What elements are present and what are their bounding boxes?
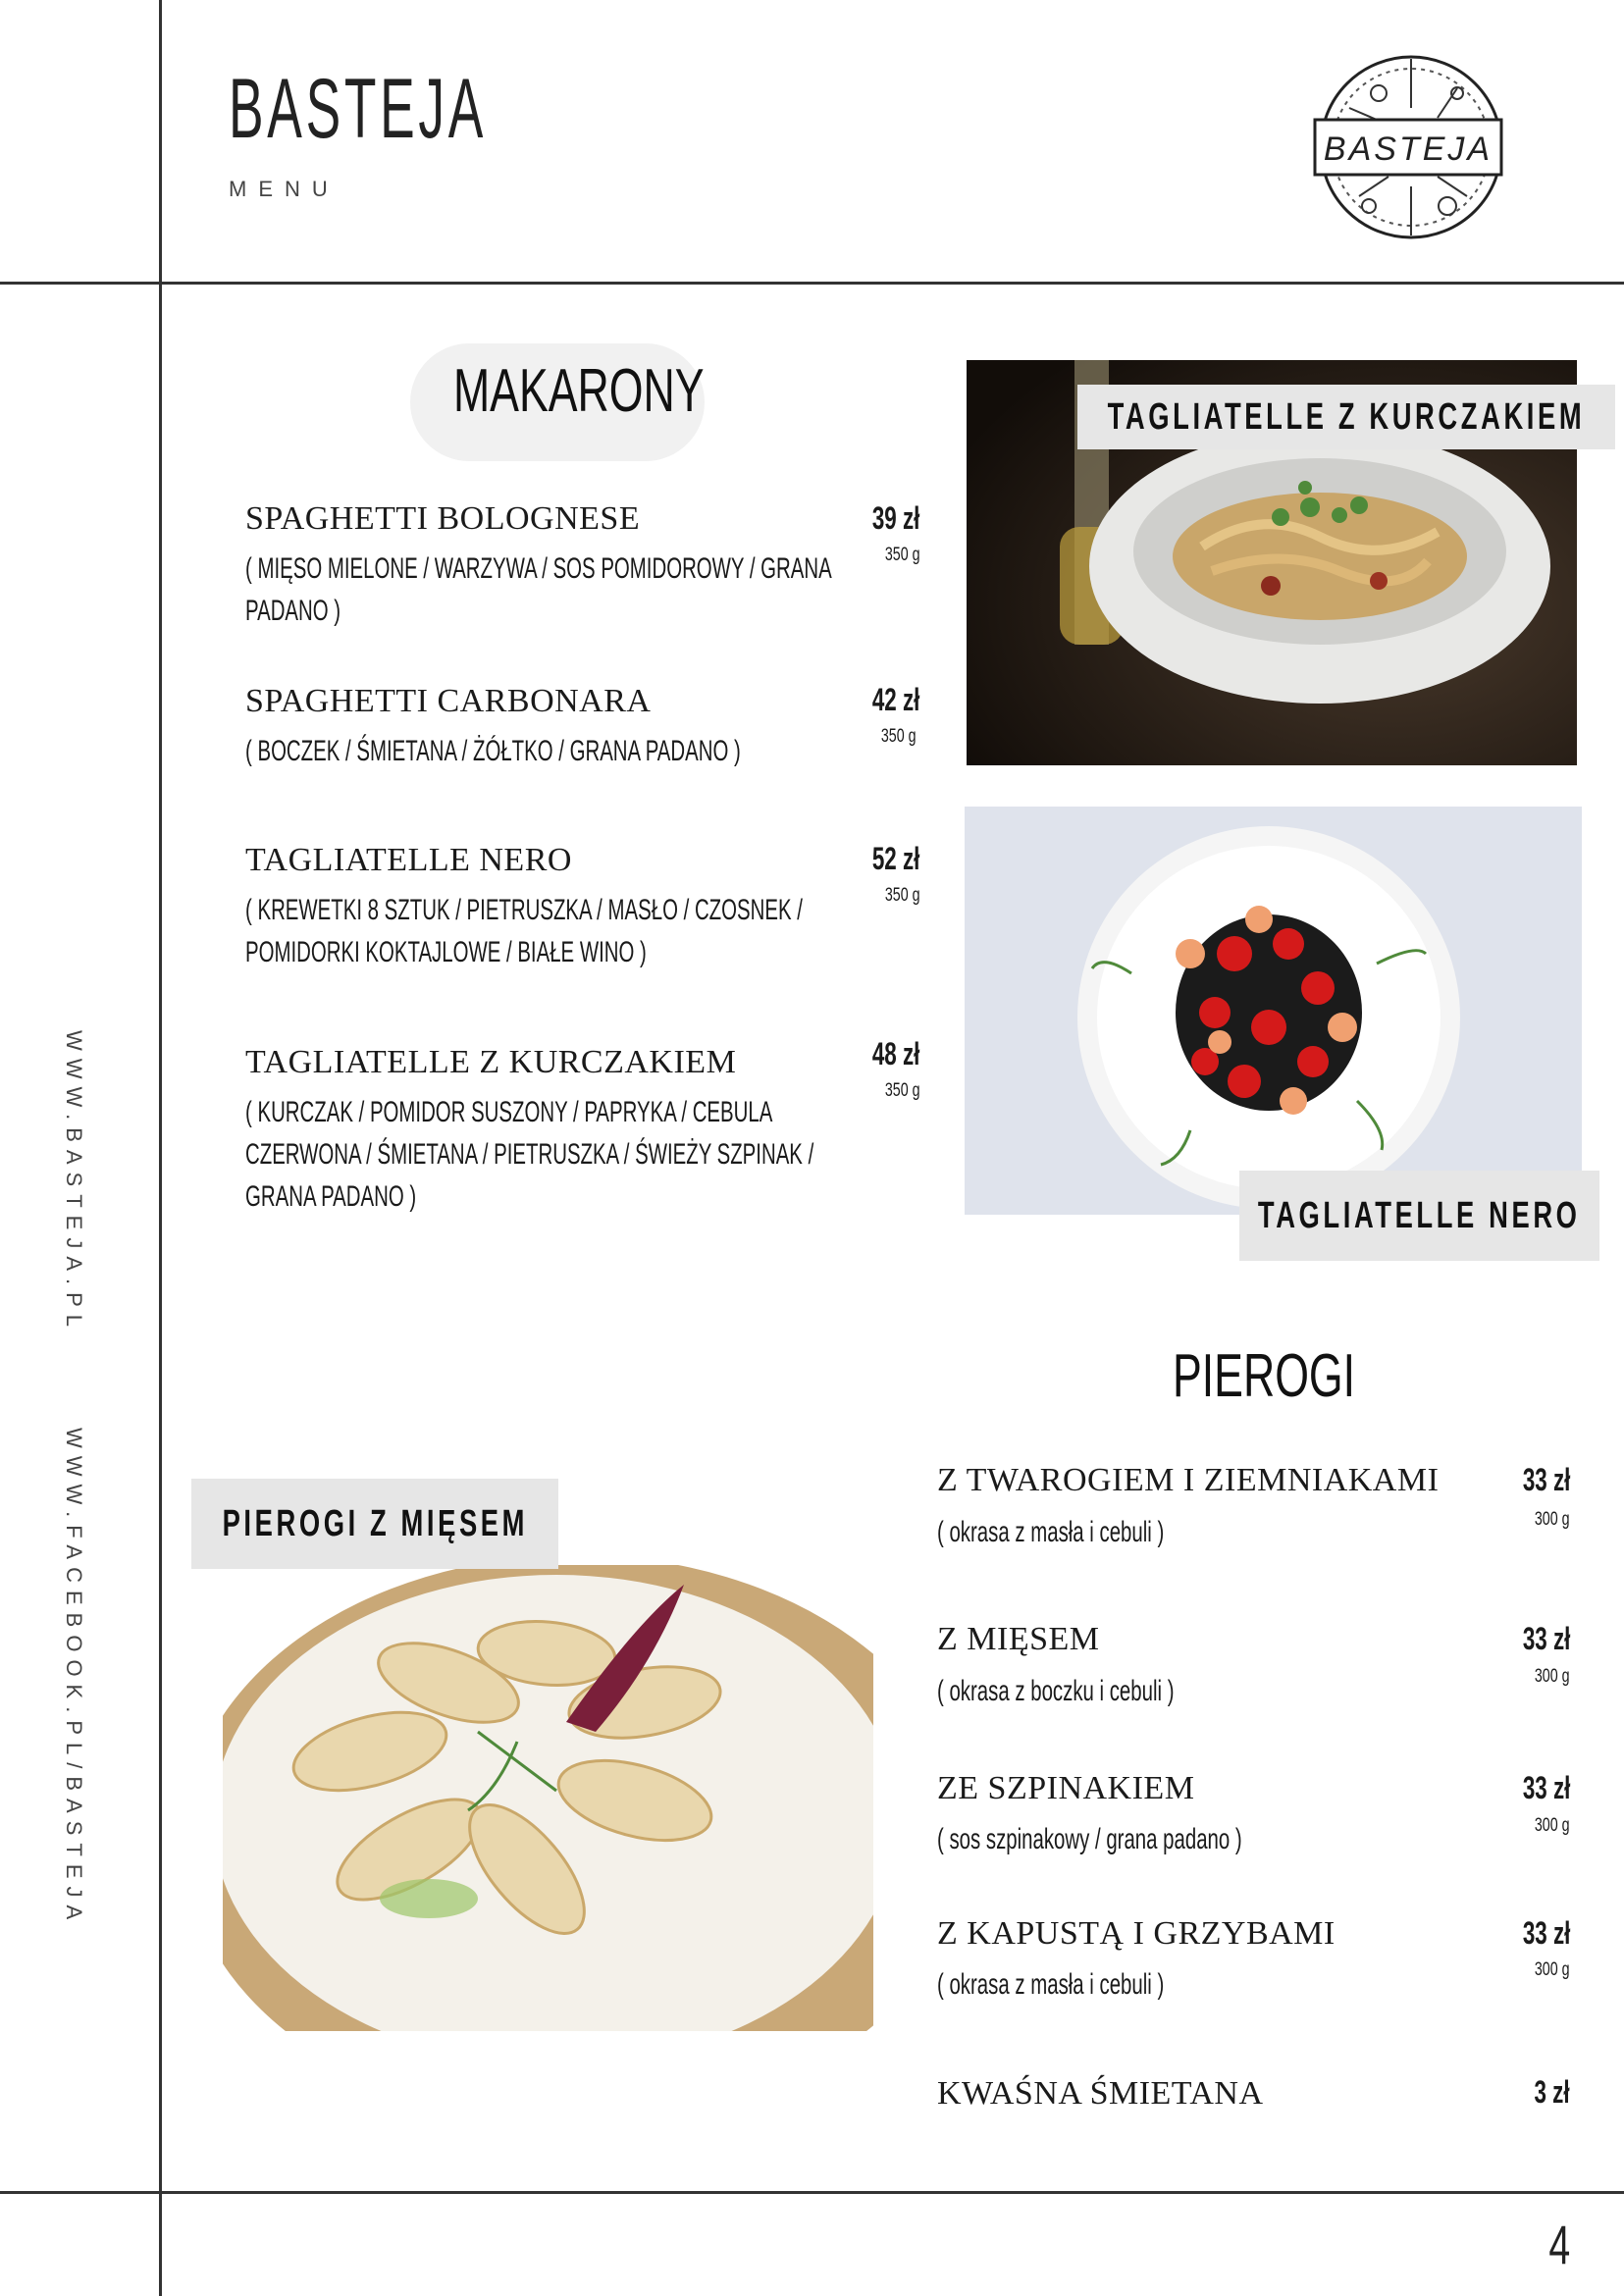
brand-subtitle: MENU — [229, 177, 340, 201]
menu-item-weight: 300 g — [1535, 1959, 1570, 1980]
menu-item-weight: 350 g — [885, 1080, 920, 1101]
facebook-link[interactable]: WWW.FACEBOOK.PL/BASTEJA — [62, 1428, 86, 1928]
menu-item-price: 33 zł — [1522, 1462, 1570, 1497]
menu-item-price: 33 zł — [1522, 1621, 1570, 1656]
menu-item-weight: 300 g — [1535, 1509, 1570, 1530]
menu-item-weight: 350 g — [885, 885, 920, 906]
logo-text: BASTEJA — [1323, 130, 1493, 168]
menu-item-desc: ( BOCZEK / ŚMIETANA / ŻÓŁTKO / GRANA PADANO ) — [245, 735, 741, 767]
makarony-heading: MAKARONY — [453, 357, 705, 425]
menu-item-name: Z TWAROGIEM I ZIEMNIAKAMI — [937, 1462, 1440, 1498]
photo-label-kurczak-text: TAGLIATELLE Z KURCZAKIEM — [1107, 395, 1586, 438]
photo-label-nero — [1239, 1171, 1599, 1261]
menu-item-name: SPAGHETTI BOLOGNESE — [245, 500, 641, 537]
footer-divider — [0, 2191, 1624, 2194]
pierogi-heading: PIEROGI — [1173, 1342, 1356, 1410]
brand-title: BASTEJA — [229, 62, 488, 156]
photo-label-pierogi-text: PIEROGI Z MIĘSEM — [222, 1502, 528, 1544]
menu-item-name: Z KAPUSTĄ I GRZYBAMI — [937, 1915, 1336, 1952]
menu-item-name: Z MIĘSEM — [937, 1621, 1100, 1657]
menu-item-name: SPAGHETTI CARBONARA — [245, 683, 652, 719]
header-divider — [0, 282, 1624, 285]
menu-item-name: TAGLIATELLE NERO — [245, 842, 572, 878]
menu-item-desc: ( KREWETKI 8 SZTUK / PIETRUSZKA / MASŁO / CZOSNEK / POMIDORKI KOKTAJLOWE / BIAŁE WINO ) — [245, 894, 803, 968]
photo-tagliatelle-nero — [965, 807, 1582, 1215]
menu-item-price: 3 zł — [1534, 2074, 1570, 2110]
menu-item-price: 33 zł — [1522, 1915, 1570, 1951]
menu-item-weight: 350 g — [885, 545, 920, 565]
menu-item-weight: 350 g — [881, 726, 917, 747]
photo-label-nero-text: TAGLIATELLE NERO — [1258, 1194, 1581, 1236]
menu-item-name: TAGLIATELLE Z KURCZAKIEM — [245, 1044, 737, 1080]
menu-item-price: 39 zł — [871, 500, 919, 536]
menu-item-price: 52 zł — [871, 841, 919, 876]
menu-item-name: ZE SZPINAKIEM — [937, 1770, 1195, 1806]
website-link[interactable]: WWW.BASTEJA.PL — [62, 1030, 86, 1335]
photo-label-pierogi — [191, 1479, 558, 1569]
restaurant-logo — [1310, 49, 1506, 245]
menu-item-price: 48 zł — [871, 1036, 919, 1071]
menu-item-desc: ( sos szpinakowy / grana padano ) — [937, 1823, 1242, 1855]
left-border-line — [159, 0, 162, 2296]
menu-item-name: KWAŚNA ŚMIETANA — [937, 2075, 1264, 2112]
photo-label-kurczak — [1077, 385, 1615, 449]
menu-item-desc: ( okrasa z boczku i cebuli ) — [937, 1675, 1175, 1707]
menu-item-weight: 300 g — [1535, 1815, 1570, 1836]
menu-item-price: 33 zł — [1522, 1770, 1570, 1805]
menu-item-desc: ( okrasa z masła i cebuli ) — [937, 1516, 1165, 1548]
page-number: 4 — [1548, 2214, 1570, 2275]
menu-item-weight: 300 g — [1535, 1666, 1570, 1687]
menu-item-desc: ( KURCZAK / POMIDOR SUSZONY / PAPRYKA / CEBULA CZERWONA / ŚMIETANA / PIETRUSZKA / ŚWIEŻY SZPINAK / GRANA PADANO ) — [245, 1096, 814, 1213]
photo-pierogi-z-miesem — [223, 1565, 873, 2031]
menu-item-desc: ( MIĘSO MIELONE / WARZYWA / SOS POMIDOROWY / GRANA PADANO ) — [245, 552, 831, 627]
menu-item-price: 42 zł — [871, 682, 919, 717]
menu-item-desc: ( okrasa z masła i cebuli ) — [937, 1968, 1165, 2001]
